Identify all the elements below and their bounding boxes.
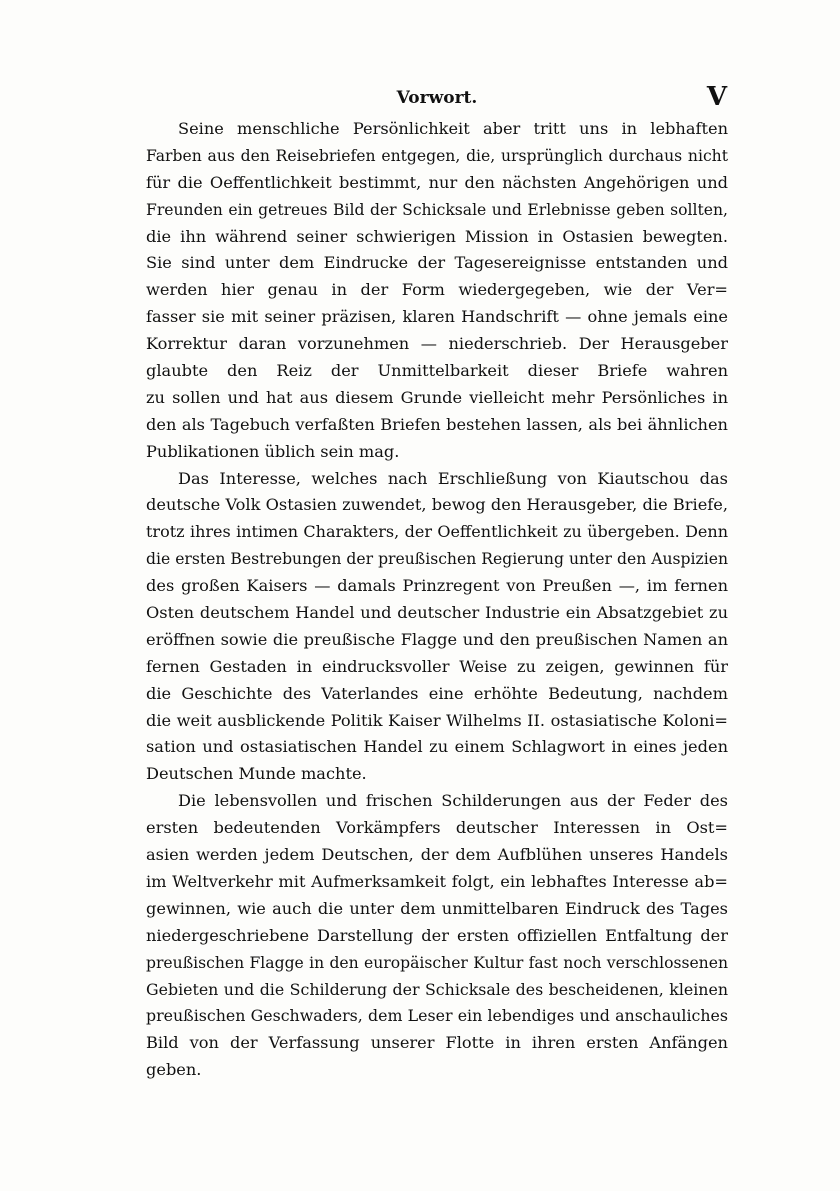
text-line: preußischen Geschwaders, dem Leser ein lebendiges und anschauliches xyxy=(146,1006,728,1026)
text-line: Freunden ein getreues Bild der Schicksale und Erlebnisse geben sollten, xyxy=(146,200,728,219)
paragraph-1 xyxy=(146,116,728,466)
paragraph-2 xyxy=(146,466,728,789)
text-line: die ersten Bestrebungen der preußischen Regierung unter den Auspizien xyxy=(146,550,728,569)
text-line: die Geschichte des Vaterlandes eine erhöhte Bedeutung, nachdem xyxy=(146,683,728,703)
page-header xyxy=(146,82,728,118)
text-line: Gebieten und die Schilderung der Schicksale des bescheidenen, kleinen xyxy=(146,979,728,999)
text-line: asien werden jedem Deutschen, der dem Aufblühen unseres Handels xyxy=(146,845,728,865)
text-line: Seine menschliche Persönlichkeit aber tritt uns in lebhaften xyxy=(178,119,728,138)
text-line: Deutschen Munde machte. xyxy=(146,764,367,784)
body-text xyxy=(146,116,728,1084)
text-line: gewinnen, wie auch die unter dem unmittelbaren Eindruck des Tages xyxy=(146,898,728,918)
text-line: trotz ihres intimen Charakters, der Oeffentlichkeit zu übergeben. Denn xyxy=(146,522,728,542)
text-line: zu sollen und hat aus diesem Grunde vielleicht mehr Persönliches in xyxy=(146,387,728,407)
text-line: die weit ausblickende Politik Kaiser Wilhelms II. ostasiatische Koloni= xyxy=(146,710,728,730)
text-line: Korrektur daran vorzunehmen — niederschrieb. Der Herausgeber xyxy=(146,334,728,354)
text-line: des großen Kaisers — damals Prinzregent von Preußen —, im fernen xyxy=(146,576,728,596)
text-line: Sie sind unter dem Eindrucke der Tagesereignisse entstanden und xyxy=(146,253,728,273)
text-line: für die Oeffentlichkeit bestimmt, nur den nächsten Angehörigen und xyxy=(146,172,728,192)
text-line: glaubte den Reiz der Unmittelbarkeit dieser Briefe wahren xyxy=(146,361,728,381)
running-head: Vorwort. xyxy=(396,88,478,108)
text-line: die ihn während seiner schwierigen Mission in Ostasien bewegten. xyxy=(146,226,728,246)
paragraph-3 xyxy=(146,788,728,1084)
page-number: V xyxy=(706,82,728,112)
text-line: eröffnen sowie die preußische Flagge und den preußischen Namen an xyxy=(146,629,728,649)
text-line: werden hier genau in der Form wiedergegeben, wie der Ver= xyxy=(146,280,728,300)
text-line: den als Tagebuch verfaßten Briefen bestehen lassen, als bei ähnlichen xyxy=(146,414,728,434)
text-line: Osten deutschem Handel und deutscher Industrie ein Absatzgebiet zu xyxy=(146,603,728,623)
text-line: Das Interesse, welches nach Erschließung von Kiautschou das xyxy=(178,468,728,488)
text-line: im Weltverkehr mit Aufmerksamkeit folgt, ein lebhaftes Interesse ab= xyxy=(146,871,728,891)
text-line: geben. xyxy=(146,1060,202,1080)
text-line: fasser sie mit seiner präzisen, klaren Handschrift — ohne jemals eine xyxy=(146,307,728,327)
text-line: Farben aus den Reisebriefen entgegen, die, ursprünglich durchaus nicht xyxy=(146,146,728,165)
text-line: deutsche Volk Ostasien zuwendet, bewog den Herausgeber, die Briefe, xyxy=(146,495,728,515)
text-line: niedergeschriebene Darstellung der ersten offiziellen Entfaltung der xyxy=(146,925,728,945)
text-line: Die lebensvollen und frischen Schilderungen aus der Feder des xyxy=(178,791,728,811)
text-line: fernen Gestaden in eindrucksvoller Weise zu zeigen, gewinnen für xyxy=(146,656,728,676)
text-line: sation und ostasiatischen Handel zu einem Schlagwort in eines jeden xyxy=(146,737,728,757)
text-line: preußischen Flagge in den europäischer Kultur fast noch verschlossenen xyxy=(146,953,728,972)
text-line: ersten bedeutenden Vorkämpfers deutscher Interessen in Ost= xyxy=(146,818,728,838)
text-line: Publikationen üblich sein mag. xyxy=(146,441,400,461)
text-line: Bild von der Verfassung unserer Flotte in ihren ersten Anfängen xyxy=(146,1033,728,1053)
